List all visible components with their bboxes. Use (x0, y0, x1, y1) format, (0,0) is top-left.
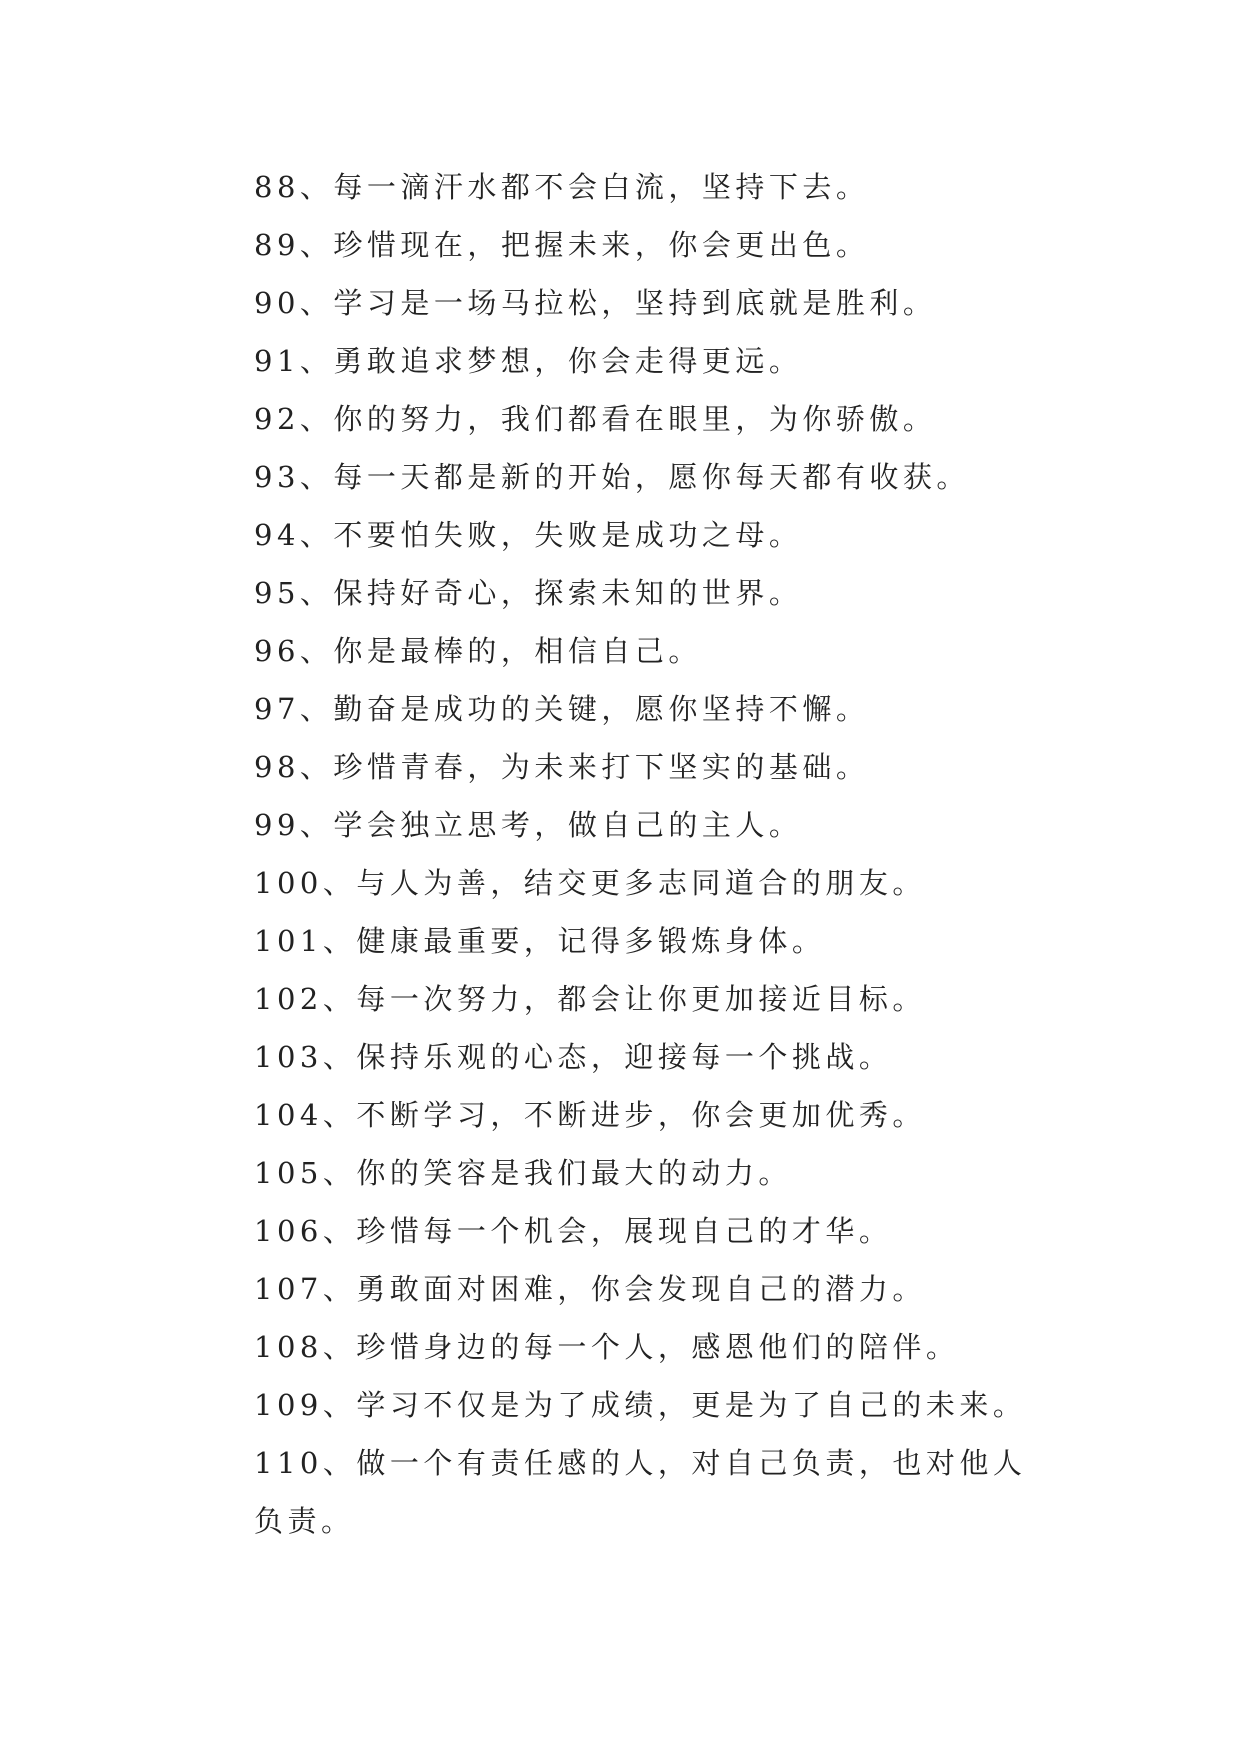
list-item: 90、学习是一场马拉松，坚持到底就是胜利。 (254, 286, 937, 320)
list-item: 107、勇敢面对困难，你会发现自己的潜力。 (254, 1272, 926, 1306)
list-item: 97、勤奋是成功的关键，愿你坚持不懈。 (254, 692, 870, 726)
list-item: 105、你的笑容是我们最大的动力。 (254, 1156, 792, 1190)
list-item: 101、健康最重要，记得多锻炼身体。 (254, 924, 826, 958)
list-item: 95、保持好奇心，探索未知的世界。 (254, 576, 803, 610)
list-item: 109、学习不仅是为了成绩，更是为了自己的未来。 (254, 1388, 1027, 1422)
list-item: 99、学会独立思考，做自己的主人。 (254, 808, 803, 842)
list-item: 103、保持乐观的心态，迎接每一个挑战。 (254, 1040, 893, 1074)
document-text (189, 158, 1059, 1550)
list-item: 92、你的努力，我们都看在眼里，为你骄傲。 (254, 402, 937, 436)
list-item: 100、与人为善，结交更多志同道合的朋友。 (254, 866, 926, 900)
list-item: 104、不断学习，不断进步，你会更加优秀。 (254, 1098, 926, 1132)
list-item: 106、珍惜每一个机会，展现自己的才华。 (254, 1214, 893, 1248)
list-item: 89、珍惜现在，把握未来，你会更出色。 (254, 228, 870, 262)
list-item: 110、做一个有责任感的人，对自己负责，也对他人负责。 (254, 1446, 1027, 1538)
list-item: 93、每一天都是新的开始，愿你每天都有收获。 (254, 460, 970, 494)
list-item: 91、勇敢追求梦想，你会走得更远。 (254, 344, 803, 378)
list-item: 96、你是最棒的，相信自己。 (254, 634, 702, 668)
list-item: 98、珍惜青春，为未来打下坚实的基础。 (254, 750, 870, 784)
list-item: 94、不要怕失败，失败是成功之母。 (254, 518, 803, 552)
list-item: 88、每一滴汗水都不会白流，坚持下去。 (254, 170, 870, 204)
list-item: 102、每一次努力，都会让你更加接近目标。 (254, 982, 926, 1016)
list-item: 108、珍惜身边的每一个人，感恩他们的陪伴。 (254, 1330, 960, 1364)
